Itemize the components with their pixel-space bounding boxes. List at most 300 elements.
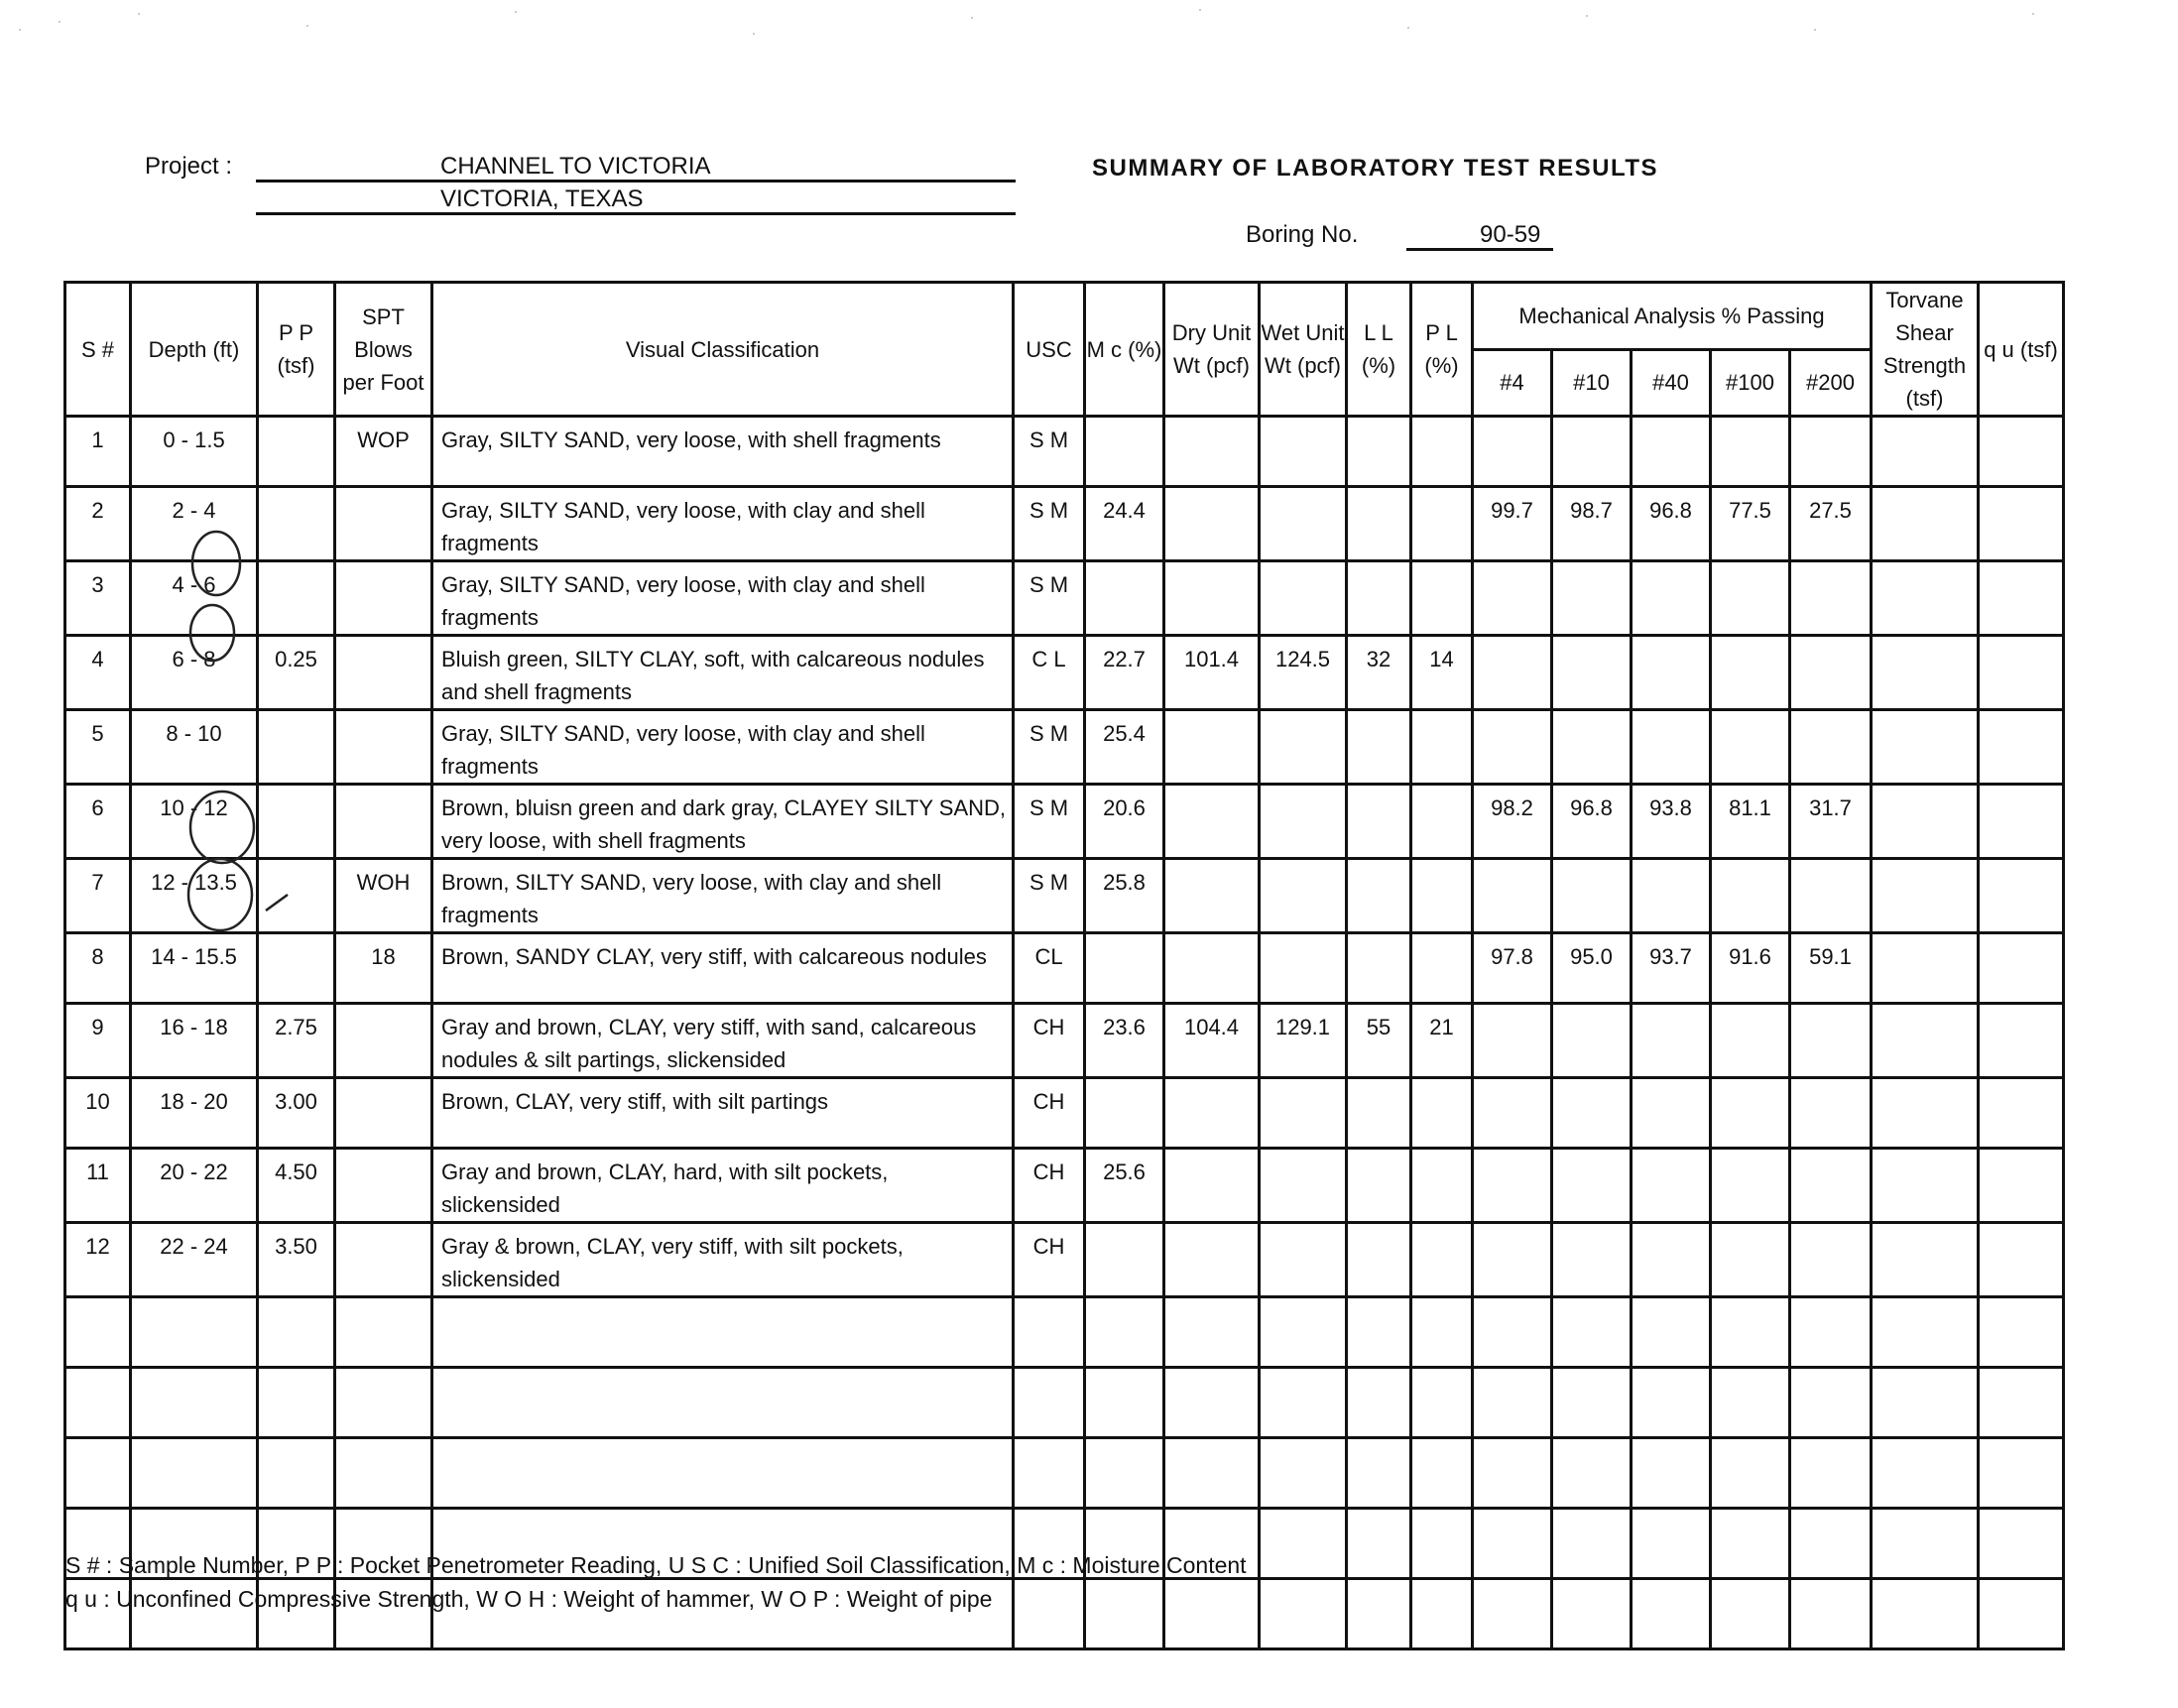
cell-qu xyxy=(1979,1078,2064,1149)
cell-depth: 0 - 1.5 xyxy=(131,417,258,487)
col-header-pp: P P (tsf) xyxy=(258,283,335,417)
cell-wet-unit-wt xyxy=(1260,561,1347,636)
cell-qu xyxy=(1979,417,2064,487)
col-header-dry-unit-wt: Dry Unit Wt (pcf) xyxy=(1164,283,1260,417)
blank-cell xyxy=(131,1438,258,1509)
cell-wet-unit-wt xyxy=(1260,933,1347,1004)
cell-visual-classification: Gray, SILTY SAND, very loose, with clay and shell fragments xyxy=(432,561,1014,636)
cell-pocket-penetrometer: 0.25 xyxy=(258,636,335,710)
cell-depth: 6 - 8 xyxy=(131,636,258,710)
cell-pass-40 xyxy=(1632,1223,1711,1297)
cell-pocket-penetrometer: 3.50 xyxy=(258,1223,335,1297)
cell-visual-classification: Gray, SILTY SAND, very loose, with clay and shell fragments xyxy=(432,487,1014,561)
cell-pocket-penetrometer xyxy=(258,487,335,561)
cell-pass-4 xyxy=(1473,1078,1552,1149)
cell-pass-10 xyxy=(1552,417,1632,487)
cell-pocket-penetrometer: 3.00 xyxy=(258,1078,335,1149)
cell-depth: 12 - 13.5 xyxy=(131,859,258,933)
blank-table-row xyxy=(65,1368,2064,1438)
cell-liquid-limit: 55 xyxy=(1347,1004,1411,1078)
col-header-depth: Depth (ft) xyxy=(131,283,258,417)
col-header-sample: S # xyxy=(65,283,131,417)
cell-pass-200 xyxy=(1790,710,1872,785)
cell-depth: 4 - 6 xyxy=(131,561,258,636)
cell-dry-unit-wt xyxy=(1164,487,1260,561)
cell-pass-200 xyxy=(1790,859,1872,933)
cell-dry-unit-wt xyxy=(1164,561,1260,636)
cell-pass-40: 93.7 xyxy=(1632,933,1711,1004)
blank-cell xyxy=(1552,1579,1632,1649)
cell-visual-classification: Gray and brown, CLAY, very stiff, with sand, calcareous nodules & silt partings, slickensided xyxy=(432,1004,1014,1078)
table-row xyxy=(65,561,2064,636)
cell-plastic-limit xyxy=(1411,487,1473,561)
cell-pass-10 xyxy=(1552,1078,1632,1149)
cell-dry-unit-wt xyxy=(1164,1078,1260,1149)
cell-pass-4 xyxy=(1473,1149,1552,1223)
cell-pass-100 xyxy=(1711,1223,1790,1297)
blank-cell xyxy=(258,1438,335,1509)
cell-sample-number: 2 xyxy=(65,487,131,561)
cell-plastic-limit xyxy=(1411,785,1473,859)
cell-usc: CH xyxy=(1014,1149,1085,1223)
table-row xyxy=(65,487,2064,561)
cell-spt-blows xyxy=(335,561,432,636)
table-row xyxy=(65,933,2064,1004)
col-header-sieve-200: #200 xyxy=(1790,349,1872,417)
cell-pass-100: 77.5 xyxy=(1711,487,1790,561)
cell-usc: S M xyxy=(1014,785,1085,859)
blank-cell xyxy=(1014,1579,1085,1649)
boring-label: Boring No. xyxy=(1246,221,1359,248)
cell-pass-200: 59.1 xyxy=(1790,933,1872,1004)
cell-usc: S M xyxy=(1014,561,1085,636)
cell-pass-40 xyxy=(1632,1078,1711,1149)
cell-pass-10: 98.7 xyxy=(1552,487,1632,561)
blank-cell xyxy=(1014,1297,1085,1368)
cell-depth: 16 - 18 xyxy=(131,1004,258,1078)
blank-cell xyxy=(1085,1579,1164,1649)
document-title: SUMMARY OF LABORATORY TEST RESULTS xyxy=(1092,155,1659,182)
cell-sample-number: 9 xyxy=(65,1004,131,1078)
cell-pass-100 xyxy=(1711,1149,1790,1223)
cell-pass-100 xyxy=(1711,561,1790,636)
cell-visual-classification: Brown, SANDY CLAY, very stiff, with calcareous nodules xyxy=(432,933,1014,1004)
blank-cell xyxy=(258,1368,335,1438)
cell-pass-200 xyxy=(1790,561,1872,636)
cell-dry-unit-wt xyxy=(1164,1149,1260,1223)
blank-cell xyxy=(1164,1438,1260,1509)
cell-pocket-penetrometer xyxy=(258,561,335,636)
cell-pass-4 xyxy=(1473,1223,1552,1297)
cell-plastic-limit xyxy=(1411,710,1473,785)
blank-cell xyxy=(1411,1297,1473,1368)
table-row xyxy=(65,1078,2064,1149)
cell-qu xyxy=(1979,1223,2064,1297)
col-header-sieve-100: #100 xyxy=(1711,349,1790,417)
cell-torvane xyxy=(1872,1223,1979,1297)
col-header-wet-unit-wt: Wet Unit Wt (pcf) xyxy=(1260,283,1347,417)
cell-spt-blows xyxy=(335,785,432,859)
project-label: Project : xyxy=(145,153,233,180)
cell-visual-classification: Gray and brown, CLAY, hard, with silt pockets, slickensided xyxy=(432,1149,1014,1223)
blank-cell xyxy=(1085,1438,1164,1509)
cell-pass-10: 95.0 xyxy=(1552,933,1632,1004)
cell-pocket-penetrometer xyxy=(258,710,335,785)
table-row xyxy=(65,636,2064,710)
cell-plastic-limit xyxy=(1411,1078,1473,1149)
scan-noise xyxy=(0,0,2178,60)
lab-results-table xyxy=(63,281,2065,1650)
blank-cell xyxy=(1979,1438,2064,1509)
cell-pass-10: 96.8 xyxy=(1552,785,1632,859)
cell-torvane xyxy=(1872,1149,1979,1223)
cell-liquid-limit xyxy=(1347,933,1411,1004)
blank-cell xyxy=(1014,1368,1085,1438)
cell-pass-4 xyxy=(1473,636,1552,710)
table-row xyxy=(65,1223,2064,1297)
cell-liquid-limit xyxy=(1347,417,1411,487)
cell-torvane xyxy=(1872,561,1979,636)
project-underline-2 xyxy=(256,212,1016,215)
cell-usc: CH xyxy=(1014,1223,1085,1297)
cell-visual-classification: Brown, SILTY SAND, very loose, with clay and shell fragments xyxy=(432,859,1014,933)
cell-pocket-penetrometer xyxy=(258,417,335,487)
project-underline-1 xyxy=(256,180,1016,183)
cell-wet-unit-wt: 129.1 xyxy=(1260,1004,1347,1078)
cell-sample-number: 7 xyxy=(65,859,131,933)
table-row xyxy=(65,417,2064,487)
blank-cell xyxy=(335,1438,432,1509)
cell-moisture-content: 22.7 xyxy=(1085,636,1164,710)
cell-pocket-penetrometer xyxy=(258,859,335,933)
cell-pass-100: 91.6 xyxy=(1711,933,1790,1004)
col-header-torvane: Torvane Shear Strength (tsf) xyxy=(1872,283,1979,417)
cell-sample-number: 1 xyxy=(65,417,131,487)
cell-pocket-penetrometer: 2.75 xyxy=(258,1004,335,1078)
cell-dry-unit-wt xyxy=(1164,933,1260,1004)
blank-cell xyxy=(1552,1438,1632,1509)
table-row xyxy=(65,785,2064,859)
blank-cell xyxy=(1711,1509,1790,1579)
blank-cell xyxy=(1632,1297,1711,1368)
blank-cell xyxy=(1164,1579,1260,1649)
blank-cell xyxy=(335,1297,432,1368)
cell-usc: CH xyxy=(1014,1078,1085,1149)
cell-spt-blows xyxy=(335,636,432,710)
cell-visual-classification: Brown, bluisn green and dark gray, CLAYEY SILTY SAND, very loose, with shell fragments xyxy=(432,785,1014,859)
cell-moisture-content: 25.4 xyxy=(1085,710,1164,785)
blank-cell xyxy=(1085,1297,1164,1368)
cell-pass-100 xyxy=(1711,710,1790,785)
cell-visual-classification: Gray & brown, CLAY, very stiff, with silt pockets, slickensided xyxy=(432,1223,1014,1297)
blank-cell xyxy=(1711,1297,1790,1368)
blank-cell xyxy=(1979,1579,2064,1649)
blank-cell xyxy=(1260,1297,1347,1368)
cell-sample-number: 11 xyxy=(65,1149,131,1223)
cell-liquid-limit xyxy=(1347,859,1411,933)
cell-plastic-limit xyxy=(1411,561,1473,636)
cell-pass-10 xyxy=(1552,561,1632,636)
blank-cell xyxy=(1632,1579,1711,1649)
boring-underline xyxy=(1406,248,1553,251)
cell-pass-100 xyxy=(1711,1004,1790,1078)
cell-liquid-limit xyxy=(1347,1149,1411,1223)
table-row xyxy=(65,1149,2064,1223)
cell-dry-unit-wt: 101.4 xyxy=(1164,636,1260,710)
cell-wet-unit-wt xyxy=(1260,785,1347,859)
blank-cell xyxy=(1872,1297,1979,1368)
blank-cell xyxy=(1473,1579,1552,1649)
cell-usc: C L xyxy=(1014,636,1085,710)
blank-cell xyxy=(1790,1438,1872,1509)
blank-cell xyxy=(1164,1297,1260,1368)
cell-wet-unit-wt: 124.5 xyxy=(1260,636,1347,710)
blank-cell xyxy=(1979,1368,2064,1438)
cell-dry-unit-wt xyxy=(1164,417,1260,487)
cell-depth: 10 - 12 xyxy=(131,785,258,859)
col-header-moisture: M c (%) xyxy=(1085,283,1164,417)
blank-cell xyxy=(1552,1297,1632,1368)
cell-pass-4: 99.7 xyxy=(1473,487,1552,561)
col-header-sieve-4: #4 xyxy=(1473,349,1552,417)
cell-wet-unit-wt xyxy=(1260,859,1347,933)
cell-pass-100 xyxy=(1711,859,1790,933)
cell-liquid-limit xyxy=(1347,487,1411,561)
cell-pass-200 xyxy=(1790,1078,1872,1149)
blank-cell xyxy=(1347,1579,1411,1649)
cell-pass-40 xyxy=(1632,1149,1711,1223)
cell-spt-blows xyxy=(335,1004,432,1078)
cell-moisture-content: 25.8 xyxy=(1085,859,1164,933)
cell-depth: 22 - 24 xyxy=(131,1223,258,1297)
cell-torvane xyxy=(1872,417,1979,487)
cell-qu xyxy=(1979,1004,2064,1078)
blank-cell xyxy=(1411,1509,1473,1579)
blank-cell xyxy=(335,1368,432,1438)
cell-depth: 2 - 4 xyxy=(131,487,258,561)
blank-cell xyxy=(1872,1438,1979,1509)
cell-qu xyxy=(1979,636,2064,710)
cell-usc: S M xyxy=(1014,417,1085,487)
legend-line-2: q u : Unconfined Compressive Strength, W O H : Weight of hammer, W O P : Weight of pipe xyxy=(65,1586,993,1612)
cell-wet-unit-wt xyxy=(1260,417,1347,487)
cell-pocket-penetrometer: 4.50 xyxy=(258,1149,335,1223)
blank-cell xyxy=(432,1368,1014,1438)
blank-cell xyxy=(65,1368,131,1438)
cell-moisture-content: 23.6 xyxy=(1085,1004,1164,1078)
cell-moisture-content: 20.6 xyxy=(1085,785,1164,859)
cell-pass-200: 31.7 xyxy=(1790,785,1872,859)
cell-torvane xyxy=(1872,933,1979,1004)
cell-usc: CL xyxy=(1014,933,1085,1004)
blank-cell xyxy=(1872,1368,1979,1438)
blank-cell xyxy=(1473,1297,1552,1368)
blank-cell xyxy=(1473,1438,1552,1509)
cell-qu xyxy=(1979,1149,2064,1223)
cell-wet-unit-wt xyxy=(1260,710,1347,785)
cell-pass-4: 98.2 xyxy=(1473,785,1552,859)
cell-qu xyxy=(1979,487,2064,561)
cell-pass-40 xyxy=(1632,859,1711,933)
cell-sample-number: 3 xyxy=(65,561,131,636)
cell-plastic-limit xyxy=(1411,933,1473,1004)
cell-pass-200 xyxy=(1790,1223,1872,1297)
blank-cell xyxy=(1347,1297,1411,1368)
cell-plastic-limit xyxy=(1411,417,1473,487)
blank-cell xyxy=(65,1438,131,1509)
blank-cell xyxy=(1790,1509,1872,1579)
cell-pass-100 xyxy=(1711,1078,1790,1149)
col-header-usc: USC xyxy=(1014,283,1085,417)
cell-pass-100 xyxy=(1711,417,1790,487)
cell-plastic-limit xyxy=(1411,1149,1473,1223)
blank-cell xyxy=(1632,1509,1711,1579)
blank-cell xyxy=(1632,1368,1711,1438)
col-header-qu: q u (tsf) xyxy=(1979,283,2064,417)
cell-spt-blows xyxy=(335,1078,432,1149)
cell-moisture-content xyxy=(1085,417,1164,487)
boring-number: 90-59 xyxy=(1480,221,1541,248)
blank-cell xyxy=(1260,1438,1347,1509)
col-header-visual-classification: Visual Classification xyxy=(432,283,1014,417)
cell-pass-4 xyxy=(1473,710,1552,785)
blank-cell xyxy=(1014,1438,1085,1509)
cell-torvane xyxy=(1872,710,1979,785)
cell-pocket-penetrometer xyxy=(258,933,335,1004)
blank-cell xyxy=(1790,1368,1872,1438)
cell-plastic-limit xyxy=(1411,1223,1473,1297)
cell-torvane xyxy=(1872,1078,1979,1149)
cell-liquid-limit xyxy=(1347,710,1411,785)
cell-pass-40 xyxy=(1632,636,1711,710)
blank-cell xyxy=(1085,1368,1164,1438)
cell-wet-unit-wt xyxy=(1260,487,1347,561)
cell-pass-200 xyxy=(1790,1004,1872,1078)
cell-liquid-limit xyxy=(1347,561,1411,636)
cell-liquid-limit xyxy=(1347,785,1411,859)
cell-spt-blows: WOH xyxy=(335,859,432,933)
cell-usc: S M xyxy=(1014,487,1085,561)
cell-spt-blows xyxy=(335,1223,432,1297)
blank-cell xyxy=(1552,1368,1632,1438)
blank-cell xyxy=(1711,1368,1790,1438)
cell-liquid-limit: 32 xyxy=(1347,636,1411,710)
cell-pass-40: 93.8 xyxy=(1632,785,1711,859)
cell-qu xyxy=(1979,859,2064,933)
cell-sample-number: 8 xyxy=(65,933,131,1004)
blank-cell xyxy=(1347,1368,1411,1438)
cell-depth: 20 - 22 xyxy=(131,1149,258,1223)
cell-torvane xyxy=(1872,1004,1979,1078)
blank-cell xyxy=(1411,1438,1473,1509)
blank-cell xyxy=(1790,1297,1872,1368)
cell-sample-number: 12 xyxy=(65,1223,131,1297)
blank-cell xyxy=(131,1368,258,1438)
cell-spt-blows: WOP xyxy=(335,417,432,487)
col-header-pl: P L (%) xyxy=(1411,283,1473,417)
blank-cell xyxy=(1632,1438,1711,1509)
cell-dry-unit-wt xyxy=(1164,785,1260,859)
blank-cell xyxy=(1164,1368,1260,1438)
cell-spt-blows xyxy=(335,1149,432,1223)
cell-usc: CH xyxy=(1014,1004,1085,1078)
col-header-sieve-10: #10 xyxy=(1552,349,1632,417)
cell-pocket-penetrometer xyxy=(258,785,335,859)
cell-pass-10 xyxy=(1552,1223,1632,1297)
table-row xyxy=(65,1004,2064,1078)
blank-cell xyxy=(65,1297,131,1368)
cell-spt-blows xyxy=(335,487,432,561)
table-row xyxy=(65,859,2064,933)
blank-table-row xyxy=(65,1297,2064,1368)
cell-pass-200 xyxy=(1790,636,1872,710)
cell-pass-4 xyxy=(1473,859,1552,933)
cell-pass-10 xyxy=(1552,1149,1632,1223)
blank-cell xyxy=(1979,1509,2064,1579)
cell-usc: S M xyxy=(1014,710,1085,785)
blank-cell xyxy=(1790,1579,1872,1649)
cell-dry-unit-wt xyxy=(1164,710,1260,785)
blank-cell xyxy=(1347,1509,1411,1579)
cell-spt-blows: 18 xyxy=(335,933,432,1004)
cell-qu xyxy=(1979,561,2064,636)
cell-pass-4 xyxy=(1473,561,1552,636)
cell-pass-200: 27.5 xyxy=(1790,487,1872,561)
cell-moisture-content xyxy=(1085,1223,1164,1297)
cell-pass-40 xyxy=(1632,710,1711,785)
cell-torvane xyxy=(1872,785,1979,859)
cell-qu xyxy=(1979,710,2064,785)
cell-pass-40: 96.8 xyxy=(1632,487,1711,561)
cell-wet-unit-wt xyxy=(1260,1223,1347,1297)
cell-torvane xyxy=(1872,859,1979,933)
cell-torvane xyxy=(1872,636,1979,710)
cell-moisture-content: 25.6 xyxy=(1085,1149,1164,1223)
blank-table-row xyxy=(65,1438,2064,1509)
cell-plastic-limit xyxy=(1411,859,1473,933)
cell-sample-number: 6 xyxy=(65,785,131,859)
cell-pass-200 xyxy=(1790,417,1872,487)
cell-dry-unit-wt: 104.4 xyxy=(1164,1004,1260,1078)
cell-moisture-content xyxy=(1085,561,1164,636)
blank-cell xyxy=(258,1297,335,1368)
blank-cell xyxy=(131,1297,258,1368)
blank-cell xyxy=(1711,1438,1790,1509)
cell-visual-classification: Gray, SILTY SAND, very loose, with clay and shell fragments xyxy=(432,710,1014,785)
table-body xyxy=(65,417,2064,1649)
cell-moisture-content: 24.4 xyxy=(1085,487,1164,561)
blank-cell xyxy=(1473,1368,1552,1438)
cell-visual-classification: Gray, SILTY SAND, very loose, with shell fragments xyxy=(432,417,1014,487)
col-header-ll: L L (%) xyxy=(1347,283,1411,417)
blank-cell xyxy=(1872,1509,1979,1579)
blank-cell xyxy=(1711,1579,1790,1649)
cell-sample-number: 5 xyxy=(65,710,131,785)
cell-pass-10 xyxy=(1552,859,1632,933)
cell-plastic-limit: 14 xyxy=(1411,636,1473,710)
cell-pass-10 xyxy=(1552,1004,1632,1078)
cell-moisture-content xyxy=(1085,933,1164,1004)
cell-visual-classification: Bluish green, SILTY CLAY, soft, with calcareous nodules and shell fragments xyxy=(432,636,1014,710)
cell-plastic-limit: 21 xyxy=(1411,1004,1473,1078)
cell-usc: S M xyxy=(1014,859,1085,933)
cell-pass-40 xyxy=(1632,561,1711,636)
blank-cell xyxy=(432,1438,1014,1509)
cell-pass-40 xyxy=(1632,1004,1711,1078)
cell-pass-10 xyxy=(1552,636,1632,710)
cell-liquid-limit xyxy=(1347,1078,1411,1149)
cell-moisture-content xyxy=(1085,1078,1164,1149)
